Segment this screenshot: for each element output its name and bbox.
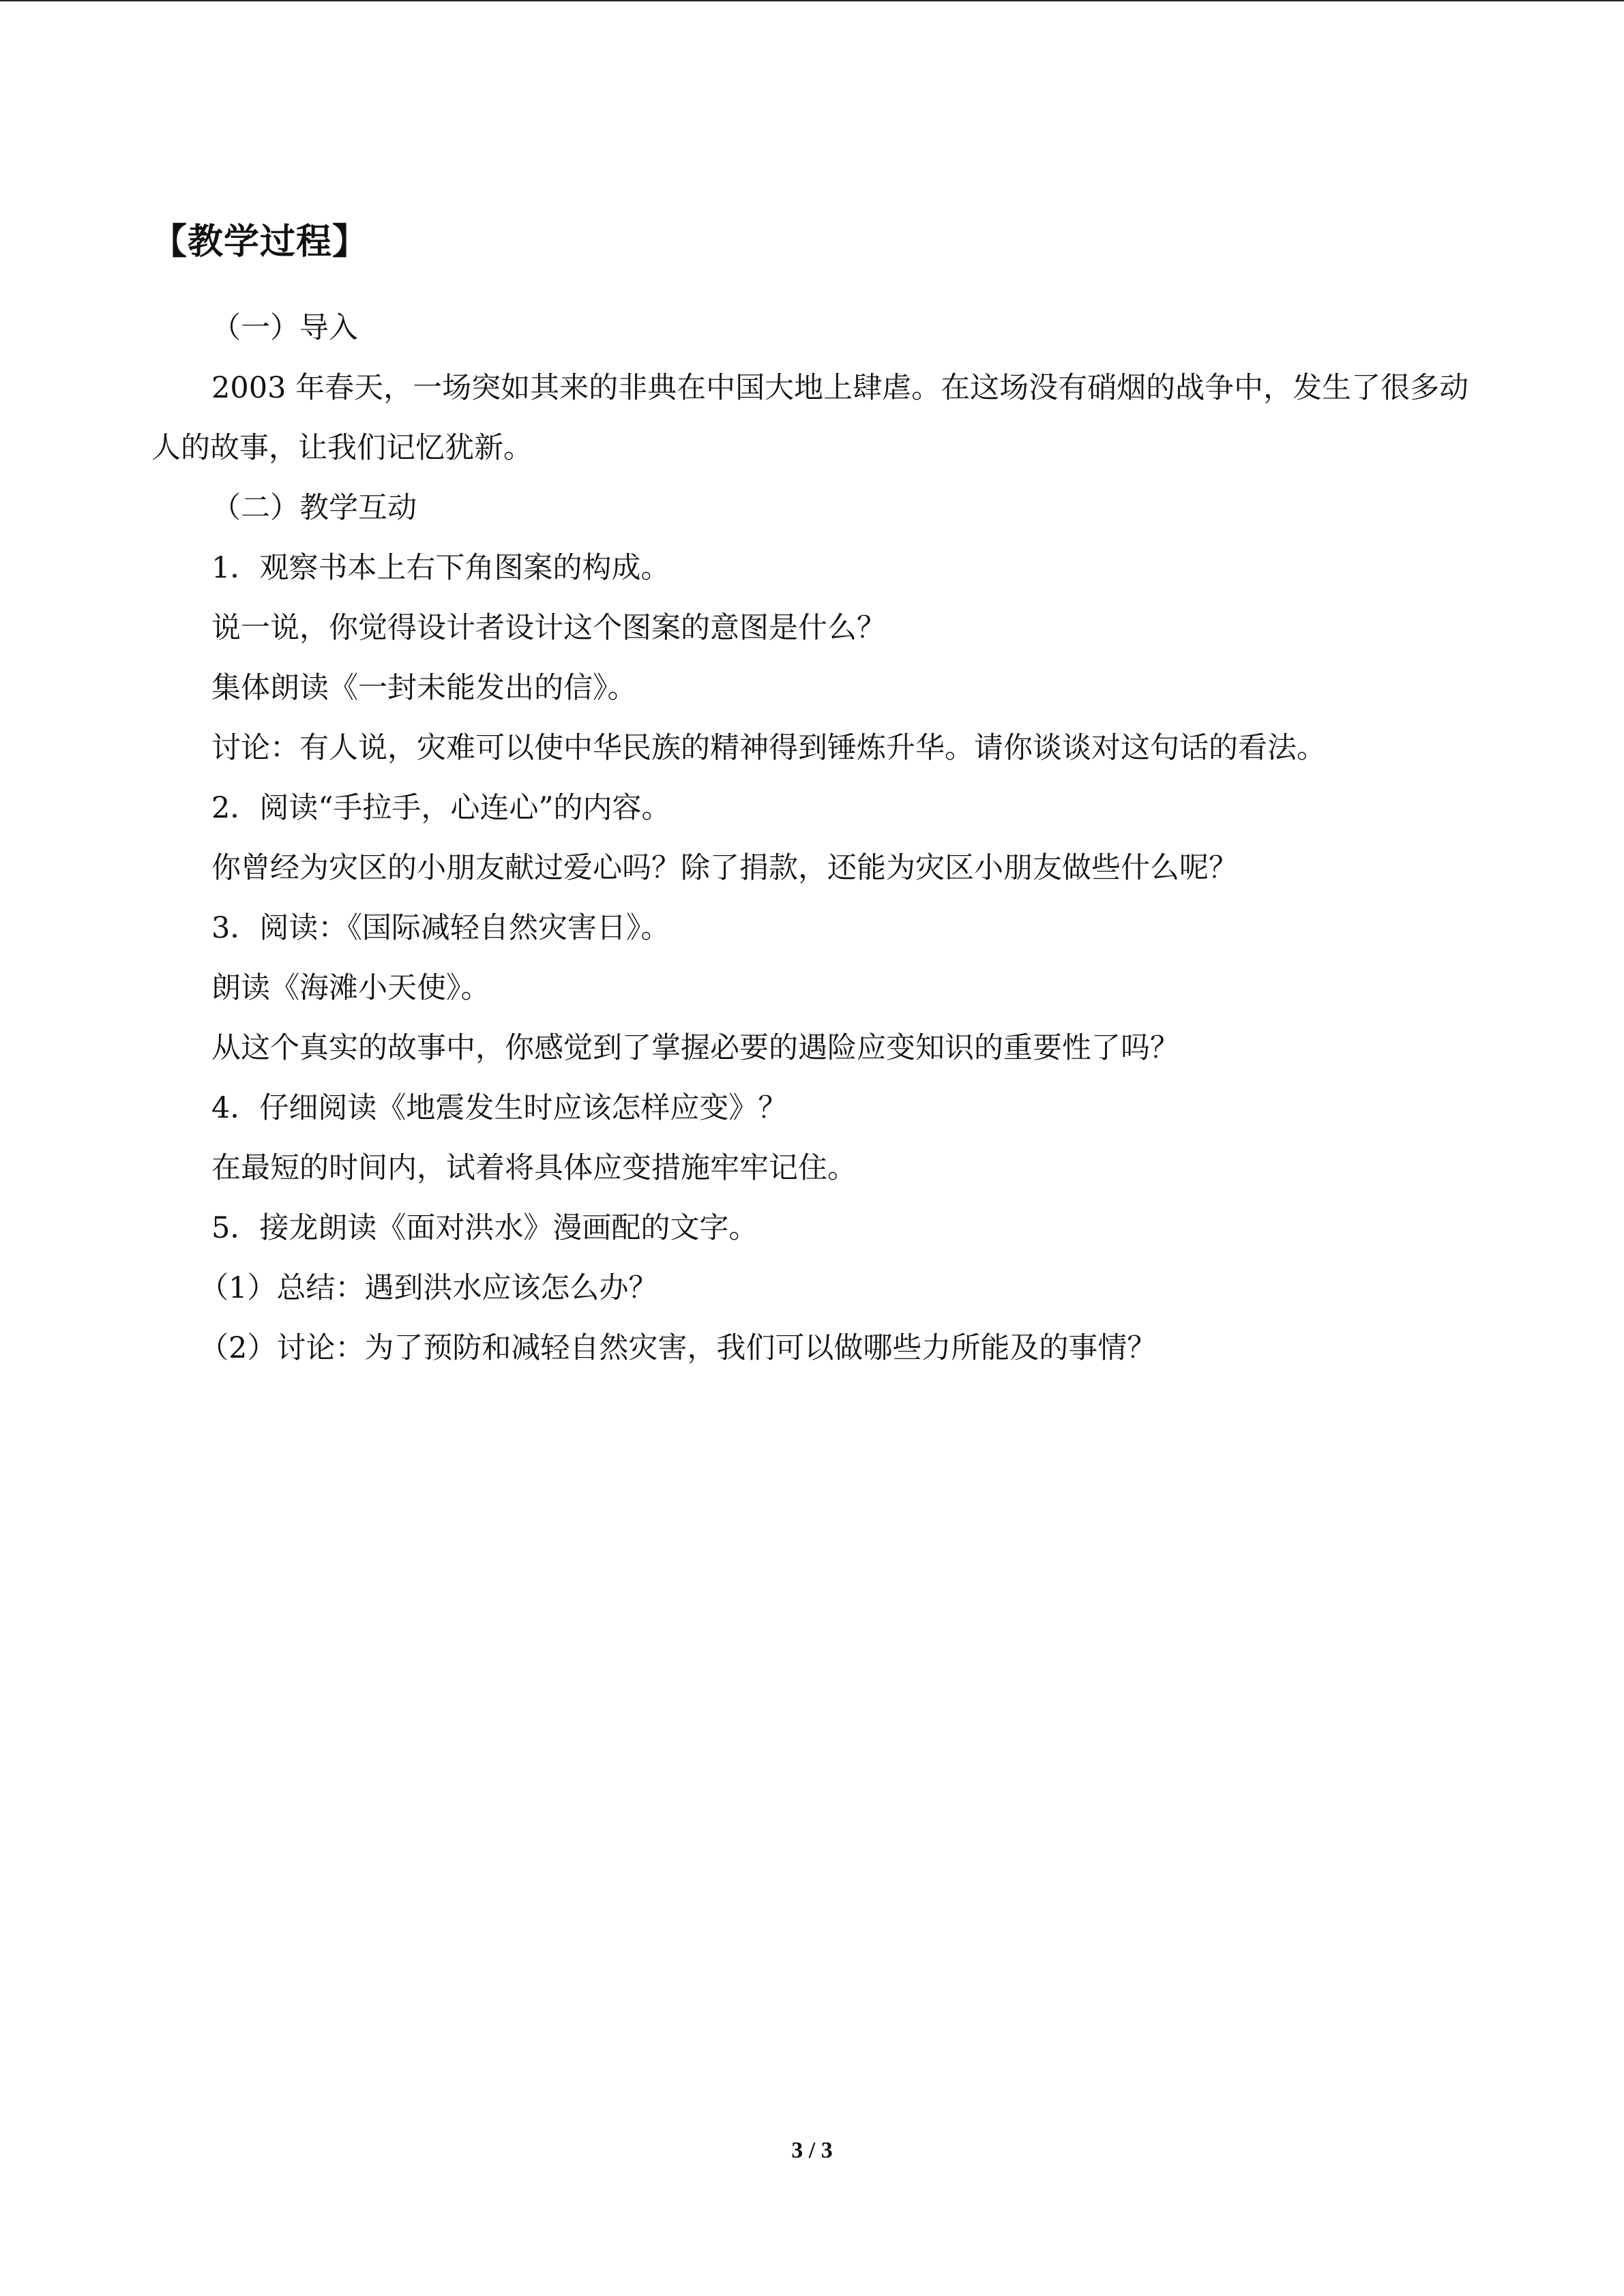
subsection-title-intro: （一）导入: [211, 311, 358, 345]
body-text: [151, 298, 1475, 1378]
sub-list-item: （1）总结：遇到洪水应该怎么办？: [199, 1271, 658, 1305]
list-item: 朗读《海滩小天使》。: [211, 971, 490, 1005]
list-item: 集体朗读《一封未能发出的信》。: [211, 671, 637, 705]
paragraph-intro: 2003 年春天，一场突如其来的非典在中国大地上肆虐。在这场没有硝烟的战争中，发生了很多动人的故事，让我们记忆犹新。: [151, 371, 1469, 465]
list-item: 1．观察书本上右下角图案的构成。: [211, 551, 670, 585]
page-number: 3 / 3: [791, 2138, 833, 2163]
list-item: 从这个真实的故事中，你感觉到了掌握必要的遇险应变知识的重要性了吗？: [211, 1031, 1179, 1065]
list-item: 说一说，你觉得设计者设计这个图案的意图是什么？: [211, 611, 886, 645]
sub-list-item: （2）讨论：为了预防和减轻自然灾害，我们可以做哪些力所能及的事情？: [199, 1331, 1157, 1365]
list-item: 讨论：有人说，灾难可以使中华民族的精神得到锤炼升华。请你谈谈对这句话的看法。: [211, 731, 1326, 765]
list-item: 4．仔细阅读《地震发生时应该怎样应变》？: [211, 1091, 788, 1125]
list-item: 5．接龙朗读《面对洪水》漫画配的文字。: [211, 1211, 758, 1245]
list-item: 你曾经为灾区的小朋友献过爱心吗？除了捐款，还能为灾区小朋友做些什么呢？: [211, 851, 1238, 885]
section-heading: 【教学过程】: [151, 222, 369, 263]
subsection-title-interaction: （二）教学互动: [211, 491, 417, 525]
list-item: 2．阅读“手拉手，心连心”的内容。: [211, 791, 671, 825]
list-item: 在最短的时间内，试着将具体应变措施牢牢记住。: [211, 1151, 857, 1185]
list-item: 3．阅读：《国际减轻自然灾害日》。: [211, 911, 670, 945]
